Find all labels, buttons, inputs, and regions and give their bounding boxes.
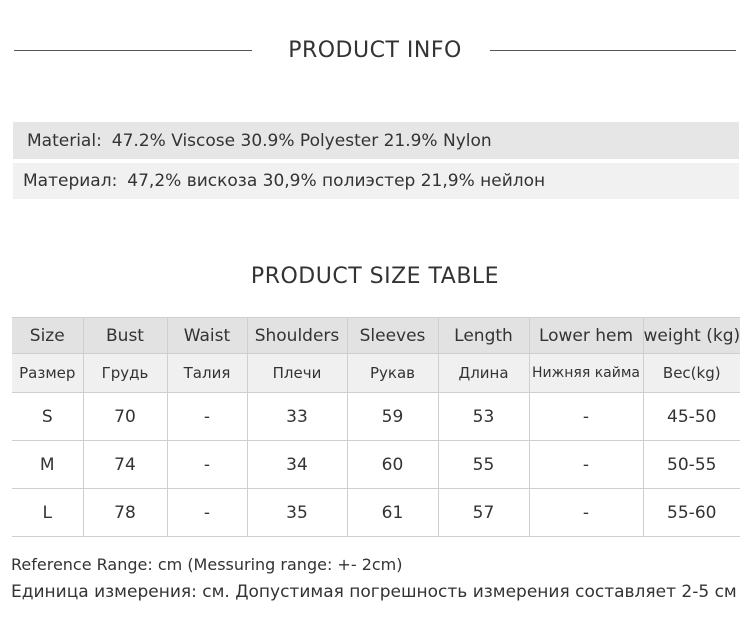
size-table (12, 317, 740, 537)
cell-bust: 70 (83, 393, 167, 441)
cell-sleeves: 60 (347, 441, 438, 489)
cell-waist: - (167, 489, 247, 537)
col-header-size: Size (12, 318, 83, 354)
cell-lower-hem: - (529, 393, 643, 441)
cell-size: L (12, 489, 83, 537)
cell-weight: 55-60 (643, 489, 740, 537)
product-info-title: PRODUCT INFO (288, 38, 462, 63)
col-header-lower-hem-ru: Нижняя кайма (529, 354, 643, 393)
reference-range-note: Reference Range: cm (Messuring range: +- 2cm) (11, 555, 403, 574)
cell-length: 53 (438, 393, 529, 441)
col-header-sleeves: Sleeves (347, 318, 438, 354)
material-value-en: 47.2% Viscose 30.9% Polyester 21.9% Nylon (111, 130, 492, 151)
table-header-row-ru (12, 354, 740, 393)
cell-lower-hem: - (529, 489, 643, 537)
col-header-shoulders: Shoulders (247, 318, 347, 354)
table-row (12, 441, 740, 489)
measurement-unit-note: Единица измерения: см. Допустимая погрешность измерения составляет 2-5 см (11, 582, 737, 602)
cell-length: 55 (438, 441, 529, 489)
cell-shoulders: 33 (247, 393, 347, 441)
cell-shoulders: 34 (247, 441, 347, 489)
col-header-weight: weight (kg) (643, 318, 740, 354)
cell-weight: 45-50 (643, 393, 740, 441)
table-header-row-en (12, 318, 740, 354)
cell-size: M (12, 441, 83, 489)
col-header-bust-ru: Грудь (83, 354, 167, 393)
material-value-ru: 47,2% вискоза 30,9% полиэстер 21,9% нейлон (127, 171, 546, 191)
material-label-en: Material: (27, 130, 102, 151)
cell-shoulders: 35 (247, 489, 347, 537)
cell-lower-hem: - (529, 441, 643, 489)
col-header-shoulders-ru: Плечи (247, 354, 347, 393)
material-label-ru: Материал: (23, 171, 118, 191)
table-row (12, 489, 740, 537)
col-header-waist-ru: Талия (167, 354, 247, 393)
col-header-lower-hem: Lower hem (529, 318, 643, 354)
divider-right-product-info (490, 50, 736, 51)
cell-sleeves: 61 (347, 489, 438, 537)
table-row (12, 393, 740, 441)
cell-waist: - (167, 393, 247, 441)
col-header-waist: Waist (167, 318, 247, 354)
cell-sleeves: 59 (347, 393, 438, 441)
col-header-length: Length (438, 318, 529, 354)
col-header-weight-ru: Вес(kg) (643, 354, 740, 393)
col-header-size-ru: Размер (12, 354, 83, 393)
cell-weight: 50-55 (643, 441, 740, 489)
col-header-sleeves-ru: Рукав (347, 354, 438, 393)
material-row-ru (13, 163, 739, 199)
cell-waist: - (167, 441, 247, 489)
col-header-length-ru: Длина (438, 354, 529, 393)
cell-size: S (12, 393, 83, 441)
size-table-title: PRODUCT SIZE TABLE (250, 264, 500, 289)
col-header-bust: Bust (83, 318, 167, 354)
cell-length: 57 (438, 489, 529, 537)
material-row-en (13, 122, 739, 159)
cell-bust: 78 (83, 489, 167, 537)
cell-bust: 74 (83, 441, 167, 489)
